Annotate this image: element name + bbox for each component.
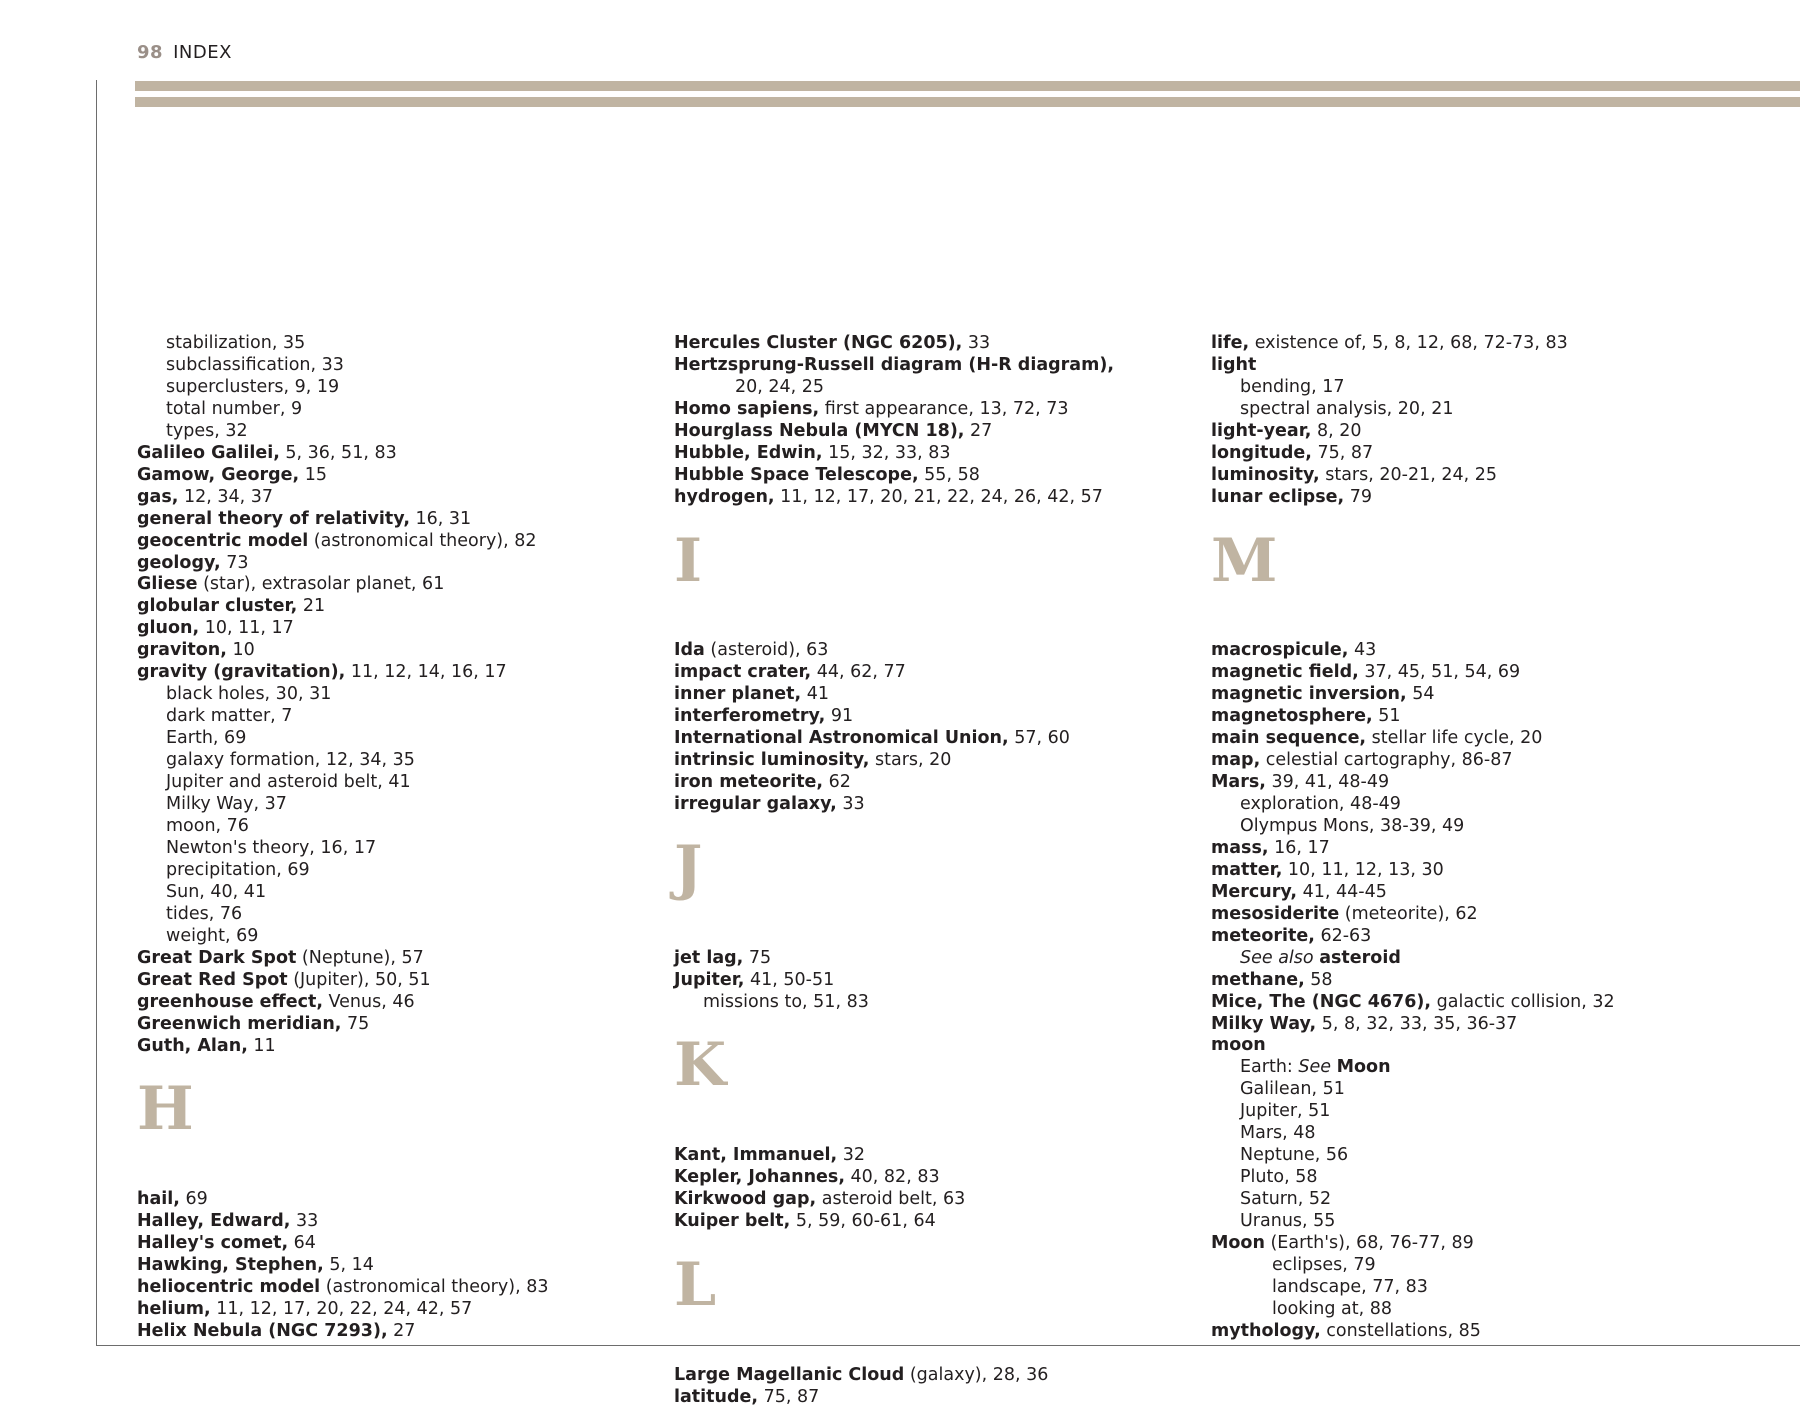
entry-text: 55, 58 — [918, 464, 980, 485]
cross-reference-label: See also — [1240, 947, 1314, 968]
entry-text: 33 — [962, 333, 991, 353]
index-entry — [137, 1014, 657, 1036]
entry-text: total number, 9 — [166, 398, 303, 419]
entry-text: missions to, 51, 83 — [703, 991, 869, 1012]
index-entry — [674, 465, 1194, 487]
entry-text: 69 — [179, 1189, 208, 1210]
entry-text: Newton's theory, 16, 17 — [166, 837, 377, 858]
entry-text: 75, 87 — [1311, 442, 1374, 463]
index-entry — [674, 970, 1194, 992]
index-entry — [1211, 750, 1731, 772]
entry-term: Milky Way, — [1211, 1013, 1317, 1034]
entry-term: Helix Nebula (NGC 7293), — [137, 1320, 388, 1341]
entry-term: heliocentric model — [137, 1276, 321, 1297]
index-column-2 — [674, 333, 1194, 1409]
entry-term: gas, — [137, 486, 179, 507]
entry-text: Sun, 40, 41 — [166, 881, 267, 902]
entry-text: 16, 17 — [1268, 837, 1330, 858]
entry-term: Greenwich meridian, — [137, 1013, 342, 1034]
entry-text: 11 — [247, 1035, 276, 1056]
entry-text: Milky Way, 37 — [166, 794, 287, 815]
index-entry — [137, 970, 657, 992]
index-subentry — [137, 421, 657, 443]
entry-term: macrospicule, — [1211, 640, 1349, 661]
entry-term: hydrogen, — [674, 486, 775, 507]
entry-text: constellations, 85 — [1320, 1320, 1481, 1341]
entry-term: Guth, Alan, — [137, 1035, 248, 1056]
entry-term: gravity (gravitation), — [137, 662, 346, 683]
entry-term: interferometry, — [674, 706, 826, 727]
index-entry — [1211, 904, 1731, 926]
entry-text: (Earth's), 68, 76-77, 89 — [1264, 1233, 1474, 1254]
index-subentry — [1211, 1057, 1731, 1079]
entry-term: intrinsic luminosity, — [674, 750, 870, 771]
entry-text: 75 — [743, 947, 772, 968]
index-subentry — [137, 750, 657, 772]
index-entry — [137, 1211, 657, 1233]
entry-term: Great Dark Spot — [137, 947, 297, 968]
entry-text: moon, 76 — [166, 815, 249, 836]
entry-text: stabilization, 35 — [166, 333, 306, 353]
entry-term: light-year, — [1211, 420, 1312, 441]
index-entry — [674, 794, 1194, 816]
entry-text: 33 — [290, 1211, 319, 1232]
entry-text: 11, 12, 14, 16, 17 — [345, 662, 507, 683]
index-entry — [1211, 706, 1731, 728]
index-subentry — [137, 728, 657, 750]
entry-term: magnetosphere, — [1211, 706, 1373, 727]
index-subentry — [137, 399, 657, 421]
entry-term: Halley, Edward, — [137, 1211, 291, 1232]
index-entry — [1211, 728, 1731, 750]
entry-term: Mars, — [1211, 772, 1266, 793]
entry-text: 64 — [288, 1233, 316, 1254]
entry-term: gluon, — [137, 618, 200, 639]
entry-text: 27 — [964, 420, 993, 441]
index-entry — [1211, 465, 1731, 487]
entry-text: 75 — [341, 1013, 370, 1034]
entry-text: 43 — [1348, 640, 1377, 661]
entry-term: Great Red Spot — [137, 969, 288, 990]
entry-text: Jupiter and asteroid belt, 41 — [166, 772, 411, 793]
index-subentry — [137, 377, 657, 399]
index-entry — [1211, 838, 1731, 860]
entry-term: Gliese — [137, 574, 198, 595]
entry-term: graviton, — [137, 640, 227, 661]
index-entry — [674, 662, 1194, 684]
entry-text: 10 — [226, 640, 255, 661]
entry-text: 62 — [823, 772, 851, 793]
index-subentry — [137, 816, 657, 838]
entry-text: 40, 82, 83 — [844, 1167, 940, 1188]
entry-term: geocentric model — [137, 530, 309, 551]
index-entry — [137, 1321, 657, 1343]
entry-text: 57, 60 — [1008, 728, 1070, 749]
index-entry — [674, 487, 1194, 509]
index-subentry — [1211, 948, 1731, 970]
index-entry — [137, 618, 657, 640]
entry-term: magnetic inversion, — [1211, 684, 1407, 705]
index-subentry — [1211, 1299, 1731, 1321]
decorative-rule-bottom — [135, 97, 1800, 107]
index-entry — [137, 1189, 657, 1211]
index-entry — [137, 553, 657, 575]
index-entry — [1211, 860, 1731, 882]
page-title: INDEX — [173, 42, 232, 63]
index-subentry — [137, 926, 657, 948]
index-entry — [137, 531, 657, 553]
index-entry — [1211, 421, 1731, 443]
entry-term: Hercules Cluster (NGC 6205), — [674, 333, 963, 353]
index-entry — [1211, 684, 1731, 706]
index-entry — [137, 509, 657, 531]
index-entry — [674, 443, 1194, 465]
entry-text: spectral analysis, 20, 21 — [1240, 398, 1454, 419]
entry-text: 16, 31 — [409, 508, 472, 529]
index-entry — [137, 948, 657, 970]
entry-text: bending, 17 — [1240, 376, 1345, 397]
entry-text: 32 — [837, 1145, 866, 1166]
entry-term: magnetic field, — [1211, 662, 1359, 683]
section-letter-heading: L — [674, 1249, 717, 1320]
index-entry — [137, 640, 657, 662]
entry-text: (astronomical theory), 83 — [320, 1276, 549, 1297]
entry-term: Hubble Space Telescope, — [674, 464, 919, 485]
entry-text: existence of, 5, 8, 12, 68, 72-73, 83 — [1249, 333, 1568, 353]
entry-term: light — [1211, 354, 1257, 375]
running-header — [137, 42, 232, 63]
entry-term: irregular galaxy, — [674, 793, 837, 814]
entry-text: 51 — [1372, 706, 1401, 727]
entry-text: exploration, 48-49 — [1240, 793, 1401, 814]
index-entry — [674, 1211, 1194, 1233]
index-entry — [674, 1387, 1194, 1409]
index-entry — [1211, 333, 1731, 355]
entry-term: mythology, — [1211, 1320, 1321, 1341]
entry-text: galactic collision, 32 — [1431, 991, 1615, 1012]
entry-term: Kepler, Johannes, — [674, 1167, 845, 1188]
index-subentry — [1211, 794, 1731, 816]
entry-text: 41 — [801, 684, 830, 705]
cross-reference-label: See — [1298, 1057, 1332, 1078]
index-entry — [137, 992, 657, 1014]
entry-text: 41, 50-51 — [744, 969, 835, 990]
entry-term: Jupiter, — [674, 969, 745, 990]
entry-text: 27 — [387, 1320, 416, 1341]
entry-term: Mice, The (NGC 4676), — [1211, 991, 1432, 1012]
entry-term: Kuiper belt, — [674, 1211, 791, 1232]
entry-text: 37, 45, 51, 54, 69 — [1358, 662, 1521, 683]
entry-term: Hourglass Nebula (MYCN 18), — [674, 420, 965, 441]
entry-text: 58 — [1304, 969, 1333, 990]
index-entry — [137, 443, 657, 465]
index-subentry — [137, 772, 657, 794]
index-subentry — [137, 838, 657, 860]
entry-text: (meteorite), 62 — [1339, 903, 1478, 924]
index-column-3 — [1211, 333, 1731, 1343]
entry-text: 12, 34, 37 — [178, 486, 274, 507]
entry-term: main sequence, — [1211, 728, 1367, 749]
entry-term: luminosity, — [1211, 464, 1320, 485]
entry-term: iron meteorite, — [674, 772, 824, 793]
section-letter-heading: I — [674, 525, 703, 596]
entry-term: geology, — [137, 552, 221, 573]
entry-text: 11, 12, 17, 20, 22, 24, 42, 57 — [210, 1298, 473, 1319]
entry-term: general theory of relativity, — [137, 508, 410, 529]
entry-term: Homo sapiens, — [674, 398, 820, 419]
index-entry — [1211, 1321, 1731, 1343]
decorative-rule-top — [135, 81, 1800, 91]
entry-term: inner planet, — [674, 684, 802, 705]
entry-term: moon — [1211, 1035, 1266, 1056]
index-subentry — [1211, 816, 1731, 838]
index-subentry — [1211, 1167, 1731, 1189]
entry-text: 15 — [299, 464, 327, 485]
entry-term: jet lag, — [674, 947, 744, 968]
index-subentry — [674, 377, 1194, 399]
index-entry — [674, 772, 1194, 794]
index-entry — [674, 421, 1194, 443]
entry-term: matter, — [1211, 859, 1283, 880]
index-entry — [674, 640, 1194, 662]
entry-text: weight, 69 — [166, 925, 259, 946]
index-subentry — [1211, 399, 1731, 421]
entry-term: Galileo Galilei, — [137, 442, 280, 463]
entry-text: 41, 44-45 — [1297, 881, 1387, 902]
entry-text: 39, 41, 48-49 — [1265, 772, 1390, 793]
entry-text: Galilean, 51 — [1240, 1079, 1345, 1100]
entry-text: 5, 14 — [323, 1255, 374, 1275]
entry-text: 5, 59, 60-61, 64 — [790, 1211, 936, 1232]
entry-term: Halley's comet, — [137, 1233, 289, 1254]
index-entry — [137, 574, 657, 596]
index-entry — [674, 728, 1194, 750]
index-entry — [137, 487, 657, 509]
entry-text: eclipses, 79 — [1272, 1255, 1376, 1275]
index-subentry — [137, 706, 657, 728]
entry-text: 8, 20 — [1311, 420, 1362, 441]
index-subentry — [1211, 1079, 1731, 1101]
entry-term: mesosiderite — [1211, 903, 1340, 924]
entry-text: 73 — [220, 552, 249, 573]
entry-text: Neptune, 56 — [1240, 1145, 1349, 1166]
entry-text: (astronomical theory), 82 — [308, 530, 537, 551]
index-entry — [674, 1167, 1194, 1189]
entry-term: Moon — [1211, 1233, 1265, 1254]
index-subentry — [674, 992, 1194, 1014]
section-letter-heading: H — [137, 1074, 194, 1145]
entry-text: (star), extrasolar planet, 61 — [197, 574, 445, 595]
index-subentry — [137, 904, 657, 926]
entry-term: Hubble, Edwin, — [674, 442, 823, 463]
index-entry — [1211, 970, 1731, 992]
index-entry — [1211, 772, 1731, 794]
entry-text: 33 — [836, 793, 865, 814]
index-entry — [674, 333, 1194, 355]
entry-text: 44, 62, 77 — [811, 662, 906, 683]
entry-text: 5, 8, 32, 33, 35, 36-37 — [1316, 1013, 1518, 1034]
section-letter-heading: K — [674, 1030, 727, 1101]
entry-term: hail, — [137, 1189, 180, 1210]
entry-text: galaxy formation, 12, 34, 35 — [166, 750, 415, 771]
entry-term: Gamow, George, — [137, 464, 300, 485]
entry-term: globular cluster, — [137, 596, 298, 617]
index-entry — [1211, 487, 1731, 509]
index-entry — [1211, 926, 1731, 948]
entry-text: 20, 24, 25 — [735, 376, 825, 397]
index-subentry — [1211, 1145, 1731, 1167]
index-entry — [137, 596, 657, 618]
entry-text: stellar life cycle, 20 — [1366, 728, 1543, 749]
index-entry — [137, 1255, 657, 1277]
index-entry — [674, 1365, 1194, 1387]
index-subentry — [1211, 1101, 1731, 1123]
entry-text: 75, 87 — [758, 1386, 820, 1407]
entry-term: lunar eclipse, — [1211, 486, 1345, 507]
index-entry — [137, 1036, 657, 1058]
entry-text: Pluto, 58 — [1240, 1167, 1318, 1188]
section-letter-heading: J — [674, 832, 703, 903]
entry-text: (asteroid), 63 — [704, 640, 829, 661]
index-subentry — [1211, 1211, 1731, 1233]
index-entry — [137, 1299, 657, 1321]
index-entry — [674, 706, 1194, 728]
entry-term: Kirkwood gap, — [674, 1189, 817, 1210]
index-subentry — [137, 860, 657, 882]
entry-text: 11, 12, 17, 20, 21, 22, 24, 26, 42, 57 — [774, 486, 1103, 507]
section-letter-heading: M — [1211, 525, 1278, 596]
index-entry — [674, 399, 1194, 421]
index-entry — [1211, 882, 1731, 904]
entry-term: longitude, — [1211, 442, 1312, 463]
page-border-left — [96, 80, 97, 1345]
index-subentry — [1211, 1255, 1731, 1277]
index-subentry — [1211, 1189, 1731, 1211]
index-entry — [1211, 1035, 1731, 1057]
index-subentry — [137, 684, 657, 706]
entry-term: mass, — [1211, 837, 1269, 858]
entry-term: Ida — [674, 640, 705, 661]
entry-text: tides, 76 — [166, 903, 243, 924]
entry-text: dark matter, 7 — [166, 706, 293, 727]
index-entry — [1211, 443, 1731, 465]
entry-text: (galaxy), 28, 36 — [904, 1364, 1049, 1385]
entry-term: map, — [1211, 750, 1261, 771]
index-entry — [1211, 992, 1731, 1014]
index-entry — [137, 465, 657, 487]
entry-text: superclusters, 9, 19 — [166, 376, 340, 397]
entry-text: Saturn, 52 — [1240, 1189, 1332, 1210]
entry-text: 5, 36, 51, 83 — [279, 442, 397, 463]
index-entry — [1211, 355, 1731, 377]
index-entry — [674, 750, 1194, 772]
entry-text: precipitation, 69 — [166, 859, 310, 880]
entry-term: Kant, Immanuel, — [674, 1145, 838, 1166]
entry-term: meteorite, — [1211, 925, 1315, 946]
index-subentry — [137, 355, 657, 377]
index-subentry — [137, 794, 657, 816]
entry-text: 10, 11, 12, 13, 30 — [1282, 859, 1444, 880]
entry-term: Hertzsprung-Russell diagram (H-R diagram), — [674, 354, 1114, 375]
index-entry — [137, 1233, 657, 1255]
entry-text: landscape, 77, 83 — [1272, 1276, 1428, 1297]
index-entry — [1211, 1233, 1731, 1255]
entry-term: greenhouse effect, — [137, 991, 323, 1012]
index-entry — [674, 355, 1194, 377]
entry-text: Venus, 46 — [322, 991, 415, 1012]
entry-text: 10, 11, 17 — [199, 618, 294, 639]
entry-text: Earth, 69 — [166, 728, 247, 749]
entry-text: Jupiter, 51 — [1240, 1101, 1331, 1122]
entry-term: asteroid — [1319, 947, 1401, 968]
entry-term: helium, — [137, 1298, 211, 1319]
entry-text: first appearance, 13, 72, 73 — [819, 398, 1069, 419]
entry-text: 62-63 — [1314, 925, 1372, 946]
entry-text: 15, 32, 33, 83 — [822, 442, 951, 463]
entry-text: asteroid belt, 63 — [816, 1189, 966, 1210]
entry-text: 91 — [825, 706, 854, 727]
entry-text: Olympus Mons, 38-39, 49 — [1240, 815, 1465, 836]
index-entry — [674, 1189, 1194, 1211]
entry-term: Large Magellanic Cloud — [674, 1364, 905, 1385]
index-subentry — [1211, 1123, 1731, 1145]
entry-term: International Astronomical Union, — [674, 728, 1009, 749]
index-entry — [1211, 640, 1731, 662]
index-subentry — [1211, 377, 1731, 399]
entry-text: 21 — [297, 596, 326, 617]
entry-text: 54 — [1406, 684, 1435, 705]
entry-term: latitude, — [674, 1386, 759, 1407]
entry-text: Uranus, 55 — [1240, 1211, 1336, 1232]
index-entry — [674, 948, 1194, 970]
entry-term: impact crater, — [674, 662, 812, 683]
index-entry — [674, 1145, 1194, 1167]
index-entry — [674, 684, 1194, 706]
entry-term: Hawking, Stephen, — [137, 1255, 324, 1275]
index-subentry — [137, 882, 657, 904]
entry-text: Mars, 48 — [1240, 1123, 1316, 1144]
entry-term: methane, — [1211, 969, 1305, 990]
entry-text: types, 32 — [166, 420, 248, 441]
entry-text: Earth: — [1240, 1057, 1299, 1078]
index-entry — [1211, 1014, 1731, 1036]
entry-text: black holes, 30, 31 — [166, 684, 332, 705]
index-subentry — [137, 333, 657, 355]
index-entry — [137, 1277, 657, 1299]
entry-text: subclassification, 33 — [166, 354, 344, 375]
entry-term: life, — [1211, 333, 1250, 353]
page-number: 98 — [137, 42, 164, 63]
entry-text: (Jupiter), 50, 51 — [287, 969, 431, 990]
entry-term: Mercury, — [1211, 881, 1298, 902]
entry-text: (Neptune), 57 — [296, 947, 424, 968]
entry-text: 79 — [1344, 486, 1372, 507]
index-entry — [1211, 662, 1731, 684]
entry-text: stars, 20 — [869, 750, 952, 771]
index-entry — [137, 662, 657, 684]
entry-text: stars, 20-21, 24, 25 — [1319, 464, 1497, 485]
entry-text: celestial cartography, 86-87 — [1260, 750, 1513, 771]
entry-term: Moon — [1336, 1057, 1391, 1078]
index-subentry — [1211, 1277, 1731, 1299]
entry-text: looking at, 88 — [1272, 1298, 1393, 1319]
index-column-1 — [137, 333, 657, 1343]
